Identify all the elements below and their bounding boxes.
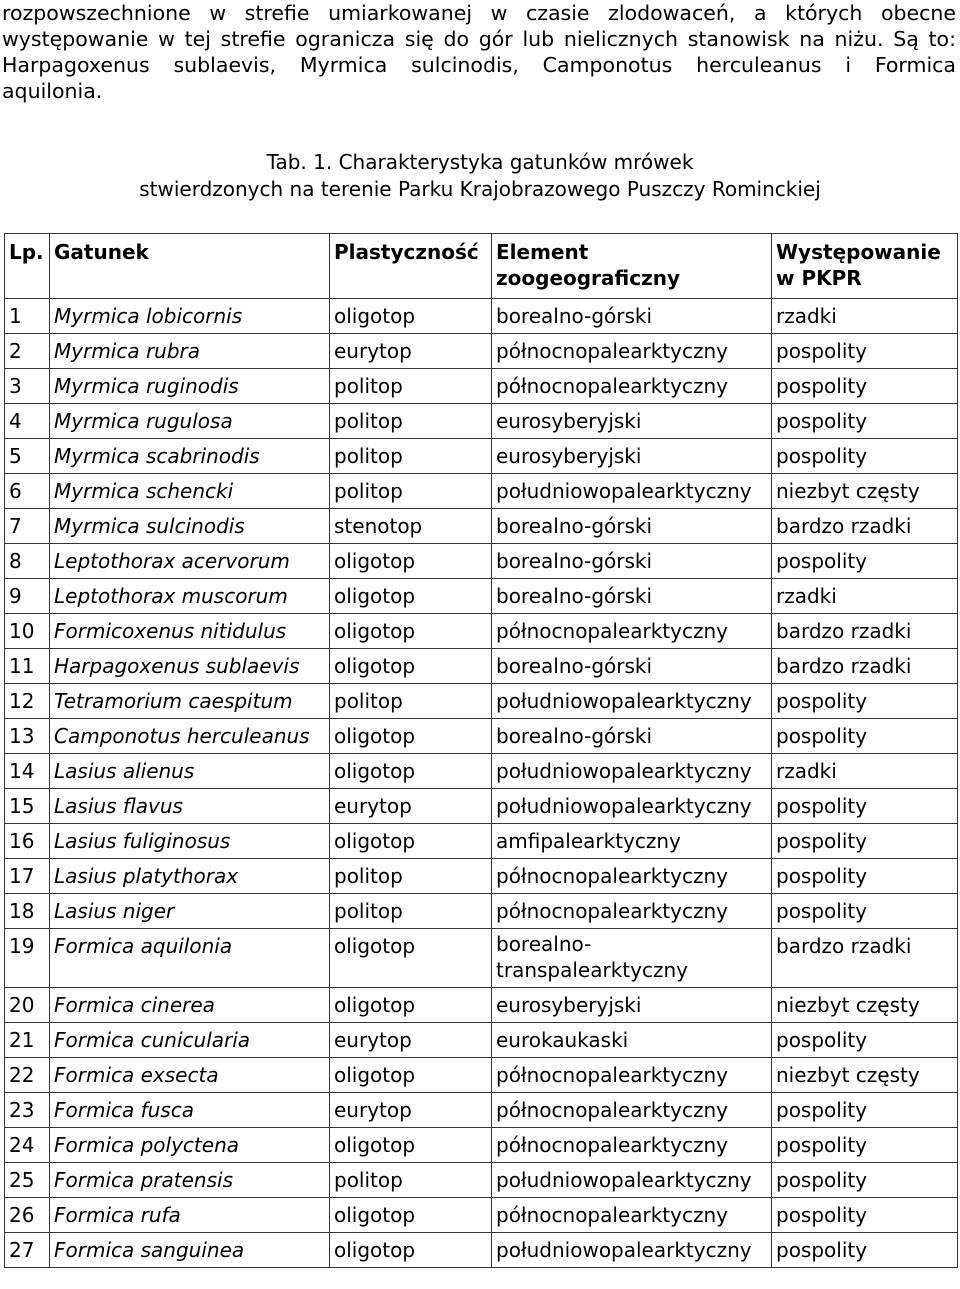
cell-element: południowopalearktyczny [492, 754, 772, 789]
cell-lp: 6 [5, 474, 50, 509]
cell-species: Formica rufa [50, 1198, 330, 1233]
cell-occurrence: pospolity [772, 1233, 958, 1268]
cell-occurrence: niezbyt częsty [772, 988, 958, 1023]
cell-lp: 19 [5, 929, 50, 988]
table-body [5, 299, 958, 1268]
cell-species: Formica cinerea [50, 988, 330, 1023]
cell-element: północnopalearktyczny [492, 1198, 772, 1233]
cell-species: Harpagoxenus sublaevis [50, 649, 330, 684]
table-row [5, 1233, 958, 1268]
cell-lp: 25 [5, 1163, 50, 1198]
cell-species: Formica cunicularia [50, 1023, 330, 1058]
cell-species: Myrmica lobicornis [50, 299, 330, 334]
cell-plasticity: oligotop [330, 929, 492, 988]
table-row [5, 579, 958, 614]
cell-element: eurosyberyjski [492, 988, 772, 1023]
cell-element: eurosyberyjski [492, 404, 772, 439]
cell-lp: 14 [5, 754, 50, 789]
cell-occurrence: pospolity [772, 859, 958, 894]
cell-element: eurosyberyjski [492, 439, 772, 474]
table-row [5, 649, 958, 684]
cell-occurrence: rzadki [772, 754, 958, 789]
cell-plasticity: oligotop [330, 544, 492, 579]
cell-plasticity: politop [330, 474, 492, 509]
cell-plasticity: politop [330, 894, 492, 929]
cell-species: Formicoxenus nitidulus [50, 614, 330, 649]
table-row [5, 439, 958, 474]
cell-occurrence: bardzo rzadki [772, 649, 958, 684]
cell-species: Myrmica sulcinodis [50, 509, 330, 544]
cell-occurrence: pospolity [772, 1093, 958, 1128]
table-row [5, 404, 958, 439]
cell-species: Lasius alienus [50, 754, 330, 789]
cell-species: Camponotus herculeanus [50, 719, 330, 754]
cell-occurrence: niezbyt częsty [772, 474, 958, 509]
table-row [5, 684, 958, 719]
table-row [5, 988, 958, 1023]
cell-lp: 21 [5, 1023, 50, 1058]
cell-plasticity: politop [330, 369, 492, 404]
cell-plasticity: oligotop [330, 754, 492, 789]
cell-element: północnopalearktyczny [492, 369, 772, 404]
cell-species: Lasius fuliginosus [50, 824, 330, 859]
cell-element: północnopalearktyczny [492, 614, 772, 649]
cell-element: południowopalearktyczny [492, 789, 772, 824]
cell-plasticity: eurytop [330, 789, 492, 824]
cell-lp: 26 [5, 1198, 50, 1233]
table-header-row [5, 234, 958, 299]
cell-element: borealno-górski [492, 509, 772, 544]
cell-lp: 24 [5, 1128, 50, 1163]
cell-species: Lasius niger [50, 894, 330, 929]
table-caption [2, 149, 958, 203]
cell-occurrence: bardzo rzadki [772, 509, 958, 544]
intro-line: rozpowszechnione w strefie umiarkowanej w czasie zlodowaceń, a których obecne [2, 1, 956, 25]
cell-lp: 5 [5, 439, 50, 474]
cell-lp: 4 [5, 404, 50, 439]
table-row [5, 894, 958, 929]
intro-line: aquilonia. [2, 79, 103, 103]
caption-line-1: Tab. 1. Charakterystyka gatunków mrówek [266, 150, 694, 174]
cell-element: południowopalearktyczny [492, 1163, 772, 1198]
cell-lp: 27 [5, 1233, 50, 1268]
cell-species: Formica polyctena [50, 1128, 330, 1163]
cell-plasticity: oligotop [330, 299, 492, 334]
cell-plasticity: oligotop [330, 1128, 492, 1163]
cell-element: borealno-górski [492, 719, 772, 754]
cell-lp: 11 [5, 649, 50, 684]
cell-plasticity: oligotop [330, 614, 492, 649]
cell-occurrence: pospolity [772, 334, 958, 369]
table-row [5, 1058, 958, 1093]
cell-lp: 20 [5, 988, 50, 1023]
cell-element: eurokaukaski [492, 1023, 772, 1058]
cell-species: Lasius platythorax [50, 859, 330, 894]
table-row [5, 929, 958, 988]
cell-plasticity: oligotop [330, 1058, 492, 1093]
table-row [5, 299, 958, 334]
cell-lp: 3 [5, 369, 50, 404]
cell-occurrence: pospolity [772, 369, 958, 404]
table-row [5, 824, 958, 859]
cell-element: południowopalearktyczny [492, 474, 772, 509]
table-row [5, 544, 958, 579]
cell-element: północnopalearktyczny [492, 894, 772, 929]
cell-element: amfipalearktyczny [492, 824, 772, 859]
header-element: Element zoogeograficzny [492, 234, 772, 299]
cell-occurrence: pospolity [772, 684, 958, 719]
cell-occurrence: bardzo rzadki [772, 929, 958, 988]
cell-plasticity: eurytop [330, 1023, 492, 1058]
cell-plasticity: oligotop [330, 824, 492, 859]
cell-occurrence: pospolity [772, 894, 958, 929]
table-row [5, 719, 958, 754]
cell-species: Formica fusca [50, 1093, 330, 1128]
cell-plasticity: oligotop [330, 1198, 492, 1233]
table-row [5, 509, 958, 544]
cell-plasticity: eurytop [330, 334, 492, 369]
cell-element: borealno-górski [492, 649, 772, 684]
cell-element: północnopalearktyczny [492, 1128, 772, 1163]
cell-species: Formica sanguinea [50, 1233, 330, 1268]
cell-plasticity: politop [330, 1163, 492, 1198]
cell-species: Leptothorax muscorum [50, 579, 330, 614]
cell-species: Myrmica scabrinodis [50, 439, 330, 474]
cell-occurrence: rzadki [772, 299, 958, 334]
cell-species: Leptothorax acervorum [50, 544, 330, 579]
cell-lp: 9 [5, 579, 50, 614]
cell-occurrence: pospolity [772, 404, 958, 439]
cell-occurrence: pospolity [772, 439, 958, 474]
cell-occurrence: pospolity [772, 719, 958, 754]
cell-element: borealno-górski [492, 299, 772, 334]
table-row [5, 1093, 958, 1128]
cell-species: Tetramorium caespitum [50, 684, 330, 719]
header-lp: Lp. [5, 234, 50, 299]
intro-line: Harpagoxenus sublaevis, Myrmica sulcinodis, Camponotus herculeanus i Formica [2, 53, 956, 77]
table-row [5, 1128, 958, 1163]
cell-occurrence: pospolity [772, 789, 958, 824]
cell-occurrence: pospolity [772, 1163, 958, 1198]
cell-species: Formica aquilonia [50, 929, 330, 988]
cell-element: borealno-górski [492, 579, 772, 614]
table-row [5, 1163, 958, 1198]
cell-species: Formica pratensis [50, 1163, 330, 1198]
caption-line-2: stwierdzonych na terenie Parku Krajobrazowego Puszczy Rominckiej [139, 177, 821, 201]
cell-plasticity: oligotop [330, 719, 492, 754]
cell-element: południowopalearktyczny [492, 1233, 772, 1268]
cell-occurrence: pospolity [772, 1198, 958, 1233]
table-row [5, 1198, 958, 1233]
cell-occurrence: pospolity [772, 544, 958, 579]
cell-plasticity: stenotop [330, 509, 492, 544]
table-row [5, 754, 958, 789]
cell-species: Myrmica rugulosa [50, 404, 330, 439]
cell-occurrence: rzadki [772, 579, 958, 614]
cell-occurrence: pospolity [772, 1128, 958, 1163]
cell-element: północnopalearktyczny [492, 1093, 772, 1128]
cell-species: Lasius flavus [50, 789, 330, 824]
cell-element: północnopalearktyczny [492, 334, 772, 369]
cell-lp: 10 [5, 614, 50, 649]
cell-species: Myrmica schencki [50, 474, 330, 509]
cell-lp: 1 [5, 299, 50, 334]
cell-lp: 17 [5, 859, 50, 894]
cell-plasticity: politop [330, 439, 492, 474]
cell-species: Myrmica ruginodis [50, 369, 330, 404]
table-row [5, 1023, 958, 1058]
cell-plasticity: oligotop [330, 579, 492, 614]
cell-lp: 7 [5, 509, 50, 544]
table-row [5, 789, 958, 824]
cell-lp: 15 [5, 789, 50, 824]
intro-paragraph [2, 0, 958, 104]
cell-occurrence: niezbyt częsty [772, 1058, 958, 1093]
table-row [5, 859, 958, 894]
cell-occurrence: pospolity [772, 1023, 958, 1058]
header-occurrence: Występowanie w PKPR [772, 234, 958, 299]
cell-lp: 8 [5, 544, 50, 579]
cell-occurrence: pospolity [772, 824, 958, 859]
cell-plasticity: politop [330, 684, 492, 719]
table-row [5, 614, 958, 649]
cell-lp: 23 [5, 1093, 50, 1128]
cell-element: południowopalearktyczny [492, 684, 772, 719]
species-table [4, 233, 958, 1268]
cell-element: północnopalearktyczny [492, 1058, 772, 1093]
cell-lp: 2 [5, 334, 50, 369]
cell-plasticity: oligotop [330, 649, 492, 684]
cell-species: Formica exsecta [50, 1058, 330, 1093]
cell-lp: 13 [5, 719, 50, 754]
cell-plasticity: oligotop [330, 1233, 492, 1268]
table-row [5, 369, 958, 404]
header-species: Gatunek [50, 234, 330, 299]
cell-element: borealno-górski [492, 544, 772, 579]
table-row [5, 474, 958, 509]
table-row [5, 334, 958, 369]
cell-element: północnopalearktyczny [492, 859, 772, 894]
cell-species: Myrmica rubra [50, 334, 330, 369]
cell-lp: 18 [5, 894, 50, 929]
cell-lp: 12 [5, 684, 50, 719]
cell-lp: 16 [5, 824, 50, 859]
cell-plasticity: politop [330, 404, 492, 439]
cell-lp: 22 [5, 1058, 50, 1093]
cell-plasticity: eurytop [330, 1093, 492, 1128]
cell-element: borealno-​transpalearktyczny [492, 929, 772, 988]
cell-occurrence: bardzo rzadki [772, 614, 958, 649]
intro-line: występowanie w tej strefie ogranicza się do gór lub nielicznych stanowisk na niżu. Są to: [2, 27, 956, 51]
cell-plasticity: oligotop [330, 988, 492, 1023]
header-plasticity: Plastyczność [330, 234, 492, 299]
cell-plasticity: politop [330, 859, 492, 894]
